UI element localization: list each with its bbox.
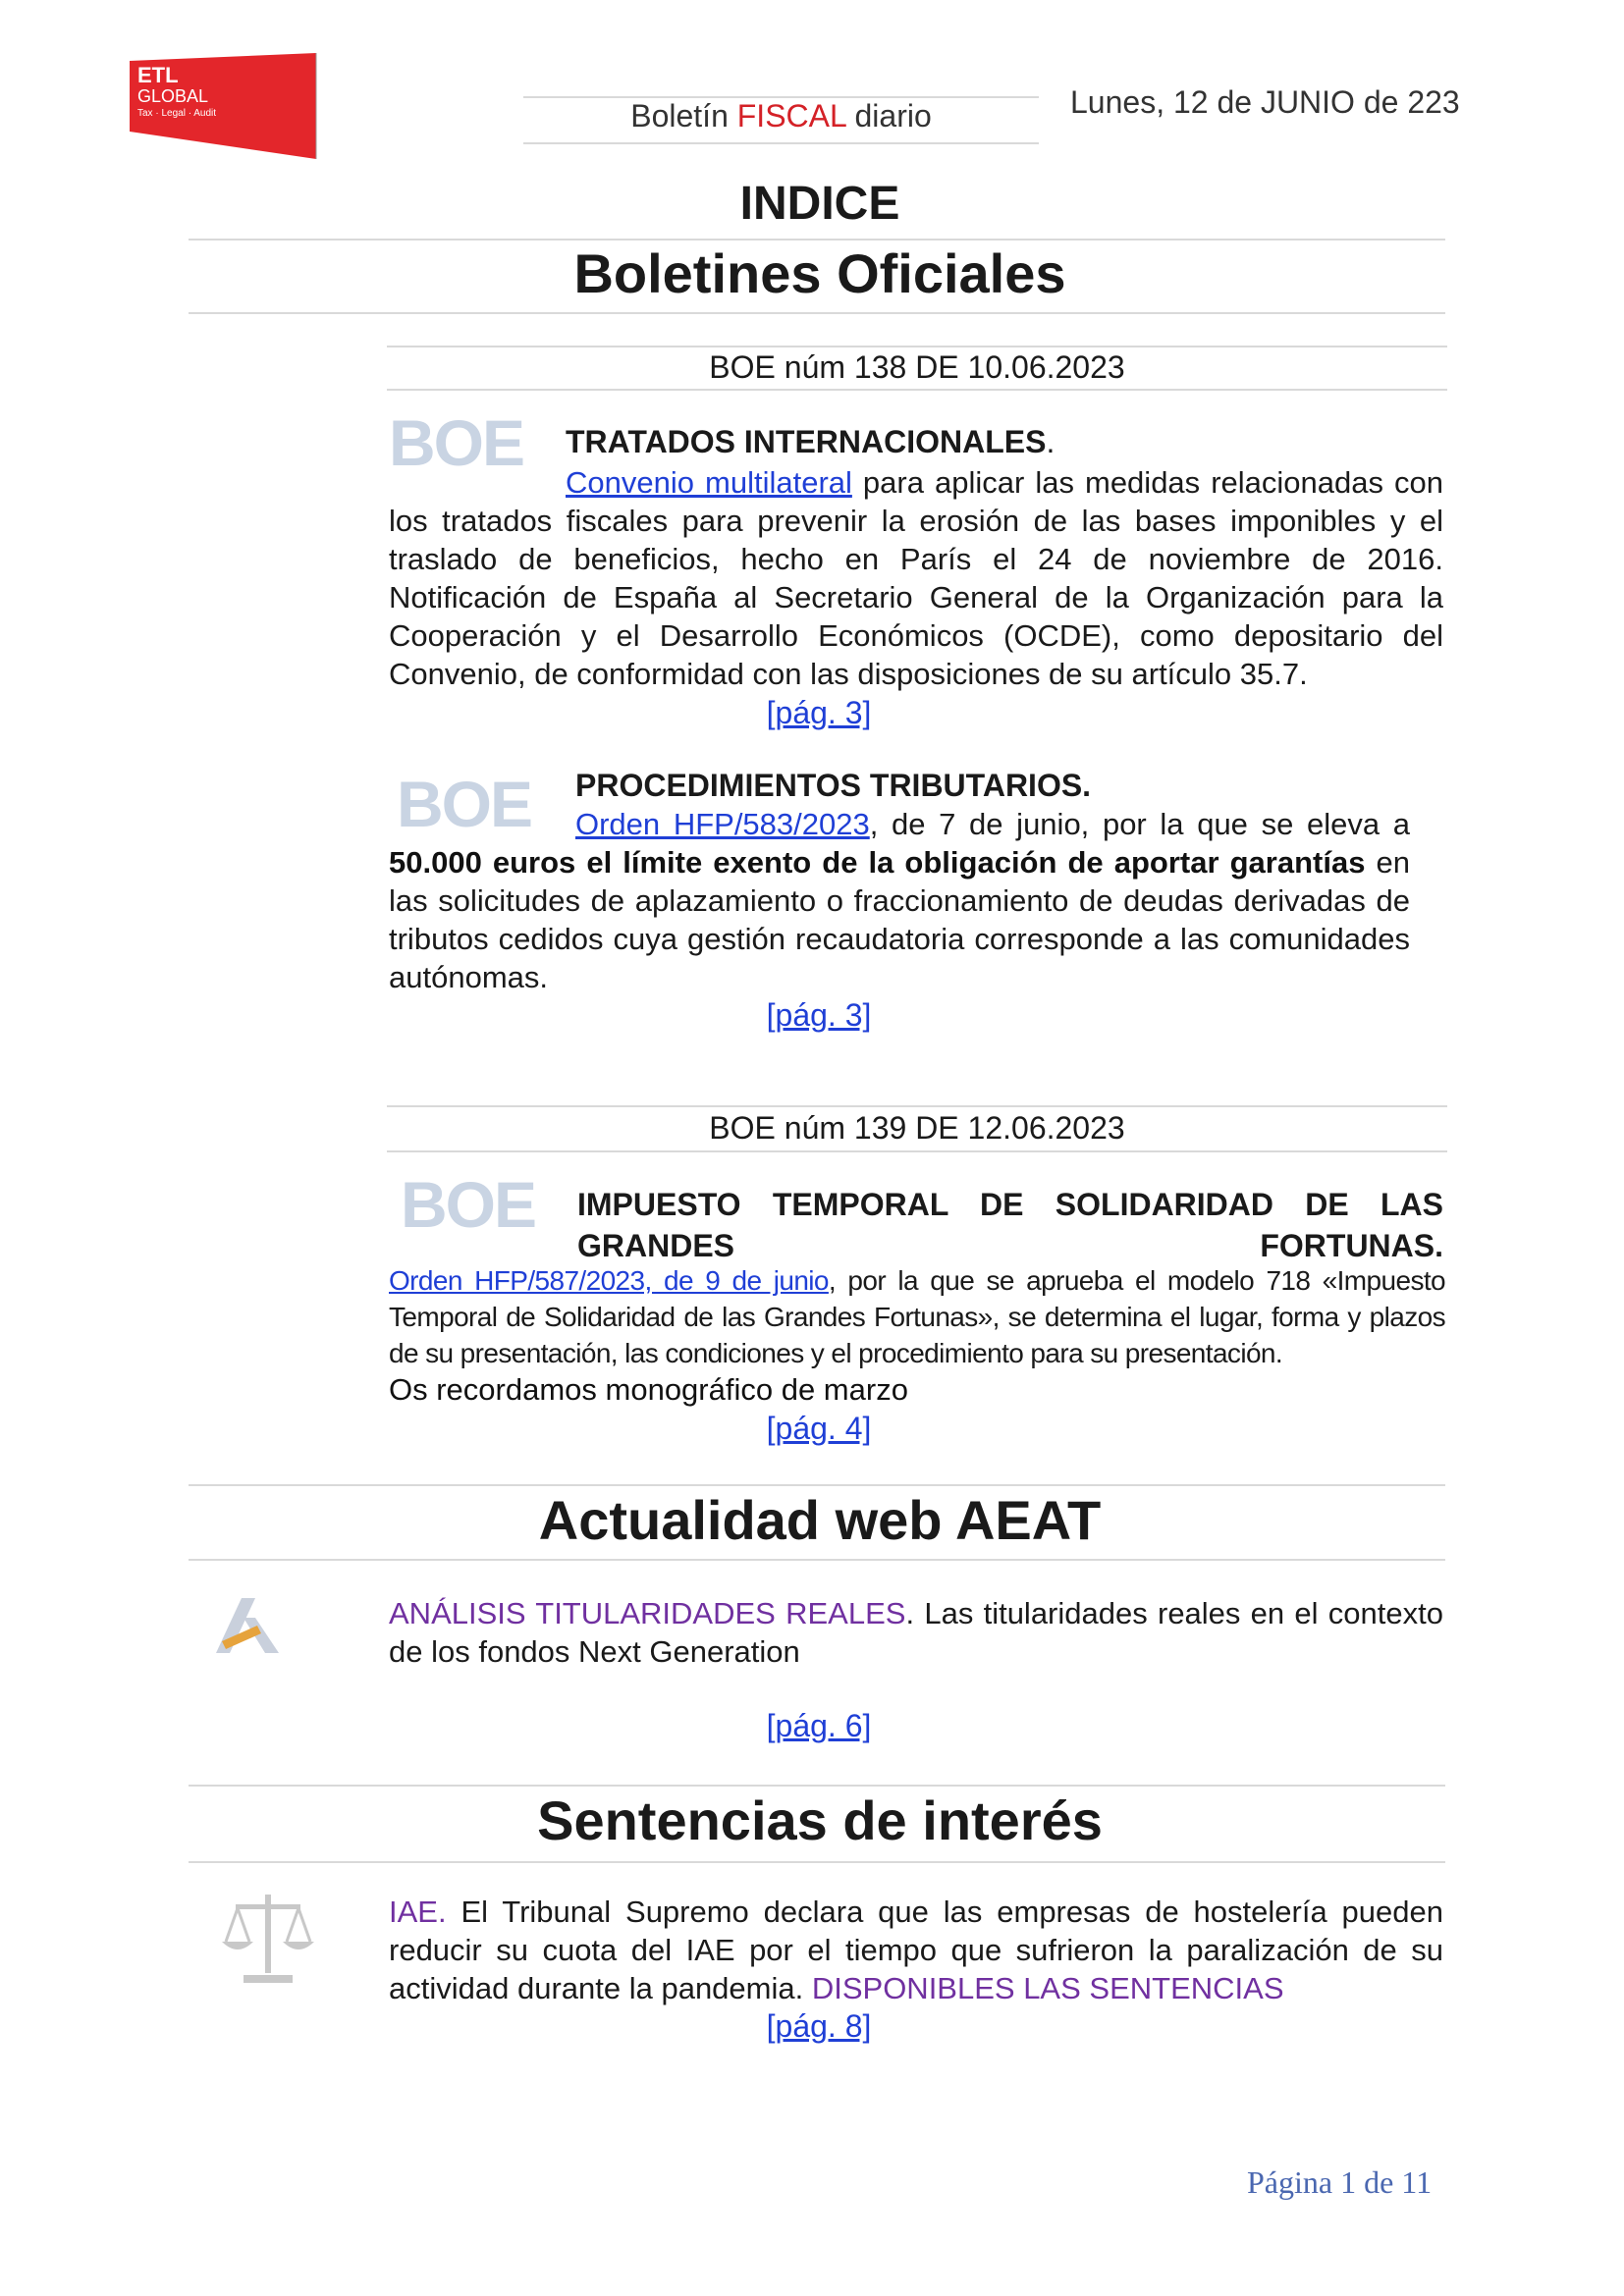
svg-text:BOE: BOE: [389, 410, 524, 473]
item-text-procedimientos: Orden HFP/583/2023, de 7 de junio, por la que se eleva a 50.000 euros el límite exento de la obligación de aportar garantías en las solicitudes de aplazamiento o fraccionamiento de deudas derivadas de tributos cedidos cuya gestión recaudatoria corresponde a las comunidades autónomas.: [389, 807, 1410, 994]
link-orden-hfp-587[interactable]: Orden HFP/587/2023, de 9 de junio: [389, 1265, 829, 1296]
item-text-impuesto-solidaridad: Orden HFP/587/2023, de 9 de junio, por la que se aprueba el modelo 718 «Impuesto Temporal de Solidaridad de las Grandes Fortunas», se determina el lugar, forma y plazos de su presentación, las condiciones y el procedimiento para su presentación.: [389, 1265, 1446, 1368]
page-link-3a[interactable]: [pág. 3]: [766, 695, 872, 730]
page-link-6[interactable]: [pág. 6]: [766, 1708, 872, 1743]
bulletin-title: Boletín FISCAL diario: [630, 98, 932, 133]
etl-global-logo: [128, 51, 319, 161]
aeat-item-label: ANÁLISIS TITULARIDADES REALES: [389, 1596, 906, 1630]
section-boletines-oficiales: Boletines Oficiales: [573, 242, 1066, 304]
page-link-4[interactable]: [pág. 4]: [766, 1411, 872, 1446]
logo-brand: ETL: [137, 63, 179, 87]
index-title: INDICE: [739, 178, 900, 230]
link-orden-hfp-583[interactable]: Orden HFP/583/2023: [575, 807, 870, 841]
fiscal-word: FISCAL: [736, 98, 846, 133]
aeat-item-text: ANÁLISIS TITULARIDADES REALES. Las titularidades reales en el contexto de los fondos Next Generation: [389, 1596, 1444, 1669]
boe-logo-icon: [401, 1172, 553, 1235]
link-convenio-multilateral[interactable]: Convenio multilateral: [566, 465, 852, 500]
item-title-procedimientos: PROCEDIMIENTOS TRIBUTARIOS.: [575, 768, 1092, 803]
page-link-8[interactable]: [pág. 8]: [766, 2008, 872, 2044]
page-number: Página 1 de 11: [1247, 2164, 1433, 2200]
sentencias-item-label: IAE.: [389, 1895, 447, 1929]
logo-line2: GLOBAL: [137, 86, 209, 106]
boe-138-heading: BOE núm 138 DE 10.06.2023: [709, 349, 1125, 385]
section-actualidad-aeat: Actualidad web AEAT: [538, 1489, 1102, 1551]
boe-139-heading: BOE núm 139 DE 12.06.2023: [709, 1110, 1125, 1146]
item-text-tratados: Convenio multilateral para aplicar las medidas relacionadas con los tratados fiscales para prevenir la erosión de las bases imponibles y el traslado de beneficios, hecho en París el 24 de noviembre de 2016. Notificación de España al Secretario General de la Organización para la Cooperación y el Desarrollo Económicos (OCDE), como depositario del Convenio, de conformidad con las disposiciones de su artículo 35.7.: [389, 465, 1443, 691]
item-title-impuesto-solidaridad: IMPUESTO TEMPORAL DE SOLIDARIDAD DE LAS GRANDES FORTUNAS.: [577, 1187, 1443, 1263]
sentencias-item-text: IAE. El Tribunal Supremo declara que las empresas de hostelería pueden reducir su cuota del IAE por el tiempo que sufrieron la paralización de su actividad durante la pandemia. DISPONIBLES LAS SENTENCIAS: [389, 1895, 1443, 2005]
logo-line3: Tax · Legal · Audit: [137, 108, 217, 119]
item-title-tratados: TRATADOS INTERNACIONALES.: [566, 424, 1056, 459]
note-monografico: Os recordamos monográfico de marzo: [389, 1372, 908, 1407]
svg-text:BOE: BOE: [401, 1172, 536, 1235]
bulletin-date: Lunes, 12 de JUNIO de 223: [1070, 84, 1460, 120]
page-link-3b[interactable]: [pág. 3]: [766, 997, 872, 1033]
aeat-logo-icon: [208, 1592, 285, 1659]
section-sentencias: Sentencias de interés: [537, 1789, 1103, 1851]
svg-text:BOE: BOE: [397, 772, 532, 834]
link-disponibles-sentencias[interactable]: DISPONIBLES LAS SENTENCIAS: [811, 1971, 1284, 2005]
scales-of-justice-icon: [216, 1889, 320, 1987]
